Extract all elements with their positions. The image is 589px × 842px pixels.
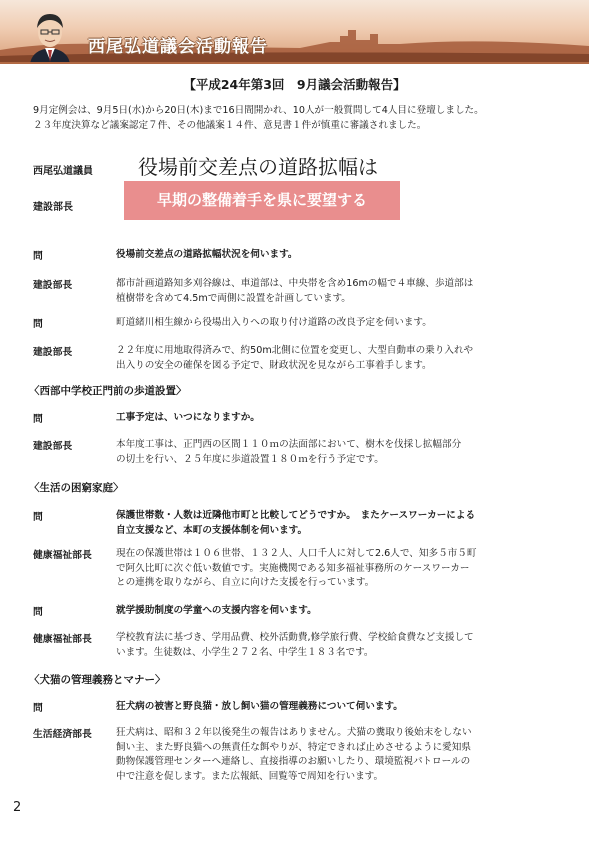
intro-line: 9月定例会は、9月5日(水)から20日(木)まで16日間開かれ、10人が一般質問して4人目に登壇しました。 <box>33 105 484 116</box>
qa-line: 動物保護管理センターへ連絡し、直接指導のお願いしたり、環境監視パトロールの <box>116 756 471 767</box>
qa-label: 建設部長 <box>33 441 73 452</box>
intro-paragraph <box>33 103 563 133</box>
qa-text <box>116 509 556 538</box>
qa-label: 問 <box>33 414 43 425</box>
qa-text <box>116 411 556 426</box>
qa-label: 問 <box>33 607 43 618</box>
qa-line: 中で注意を促します。また広報紙、回覧等で周知を行います。 <box>116 770 384 782</box>
avatar <box>24 8 76 62</box>
qa-line: 植樹帯を含めて4.5mで両側に設置を計画しています。 <box>116 292 351 304</box>
qa-line: の切土を行い、２５年度に歩道設置１８０ｍを行う予定です。 <box>116 453 384 465</box>
qa-line: 町道緒川相生線から役場出入りへの取り付け道路の改良予定を伺います。 <box>116 317 432 328</box>
qa-line: との連携を取りながら、自立に向けた支援を行っています。 <box>116 577 375 588</box>
qa-line: 学校教育法に基づき、学用品費、校外活動費,修学旅行費、学校給食費など支援して <box>116 632 474 643</box>
qa-text <box>116 277 556 306</box>
qa-label: 問 <box>33 512 43 523</box>
qa-text <box>116 700 556 715</box>
qa-text <box>116 316 556 331</box>
section-heading: 〈西部中学校正門前の歩道設置〉 <box>29 385 187 397</box>
report-heading: 【平成24年第3回 9月議会活動報告】 <box>183 77 406 92</box>
qa-line: 狂犬病の被害と野良猫・放し飼い猫の管理義務について伺います。 <box>116 701 403 712</box>
qa-text <box>116 631 556 660</box>
page-number: 2 <box>13 800 22 815</box>
qa-line: 飼い主、また野良猫への無責任な餌やりが、特定できれば止めさせるように愛知県 <box>116 741 471 753</box>
qa-line: 狂犬病は、昭和３２年以後発生の報告はありません。犬猫の糞取り後始末をしない <box>116 727 472 738</box>
qa-text <box>116 604 556 619</box>
qa-line: 就学援助制度の学童への支援内容を伺います。 <box>116 605 317 616</box>
qa-label: 建設部長 <box>33 280 73 291</box>
header-title: 西尾弘道議会活動報告 <box>88 37 268 57</box>
qa-text <box>116 438 556 467</box>
feature-dept-label: 建設部長 <box>33 202 73 213</box>
feature-question-title: 役場前交差点の道路拡幅は <box>138 155 378 179</box>
qa-line: 出入りの安全の確保を図る予定で、財政状況を見ながら工事着手します。 <box>116 359 432 371</box>
section-heading: 〈生活の困窮家庭〉 <box>29 482 124 494</box>
qa-line: 自立支援など、本町の支援体制を伺います。 <box>116 524 308 536</box>
qa-line: 保護世帯数・人数は近隣他市町と比較してどうですか。 またケースワーカーによる <box>116 510 476 521</box>
qa-label: 健康福祉部長 <box>33 550 92 561</box>
feature-member-label: 西尾弘道議員 <box>33 166 93 177</box>
section-heading: 〈犬猫の管理義務とマナー〉 <box>29 674 166 686</box>
qa-line: 都市計画道路知多刈谷線は、車道部は、中央帯を含め16mの幅で４車線、歩道部は <box>116 278 474 289</box>
qa-text <box>116 248 556 263</box>
qa-line: で阿久比町に次ぐ低い数値です。実施機関である知多福祉事務所のケースワーカー <box>116 562 470 574</box>
qa-line: います。生徒数は、小学生２７２名、中学生１８３名です。 <box>116 646 374 658</box>
qa-label: 問 <box>33 251 43 262</box>
qa-line: 役場前交差点の道路拡幅状況を伺います。 <box>116 249 298 260</box>
qa-line: 現在の保護世帯は１０６世帯、１３２人、人口千人に対して2.6人で、知多５市５町 <box>116 548 477 559</box>
qa-line: 本年度工事は、正門西の区間１１０ｍの法面部において、樹木を伐採し拡幅部分 <box>116 439 462 450</box>
qa-label: 問 <box>33 319 43 330</box>
header-divider <box>0 62 589 64</box>
qa-text <box>116 344 556 373</box>
feature-answer-banner: 早期の整備着手を県に要望する <box>124 181 400 220</box>
qa-text <box>116 547 556 591</box>
qa-label: 健康福祉部長 <box>33 634 92 645</box>
qa-label: 建設部長 <box>33 347 73 358</box>
qa-text <box>116 726 556 784</box>
qa-label: 問 <box>33 703 43 714</box>
header-banner <box>0 0 589 62</box>
intro-line: ２３年度決算など議案認定７件、その他議案１４件、意見書１件が慎重に審議されました。 <box>33 120 427 131</box>
qa-label: 生活経済部長 <box>33 729 92 740</box>
qa-line: ２２年度に用地取得済みで、約50m北側に位置を変更し、大型自動車の乗り入れや <box>116 345 474 356</box>
qa-line: 工事予定は、いつになりますか。 <box>116 412 260 423</box>
